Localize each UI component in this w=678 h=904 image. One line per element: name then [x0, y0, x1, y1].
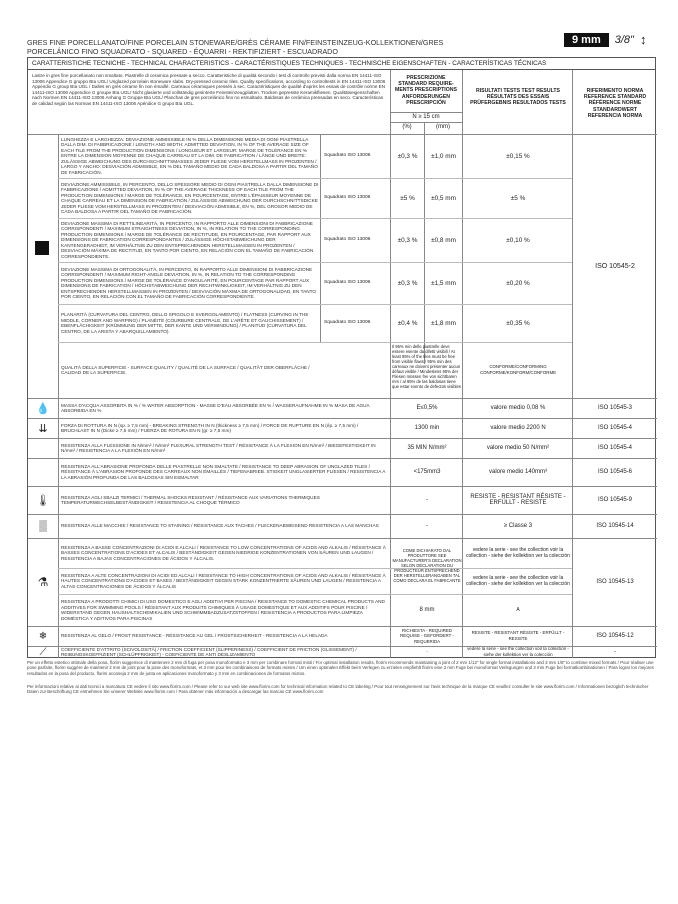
property-reference: ISO 10545-9 — [597, 497, 633, 503]
dimension-row-standard: Squadrato ISO 13006 — [324, 237, 371, 243]
chemical-result: vedere la serie - see the collection voir la collection - siehe der kollektion ver la colección — [466, 575, 570, 587]
frost-result: RESISTE - RESISTANT RÉSISTE - ERFÜLLT - RESISTE — [471, 630, 565, 641]
row-divider — [28, 646, 657, 647]
property-desc: MASSA D'ACQUA ASSORBITA IN % / % WATER ABSORPTION - MASSE D'EAU ABSORBÉE EN % / WASSERAUFNAHME IN % MASA DE AGUA ABSORBIDA EN % — [61, 402, 370, 413]
property-result: valore medio 140mm³ — [488, 469, 548, 475]
property-reference: ISO 10545-4 — [597, 445, 633, 451]
dimension-row-result: ±5 % — [510, 194, 526, 202]
dimension-row-result: ±0,35 % — [506, 319, 530, 327]
dimension-row-standard: Squadrato ISO 13006 — [324, 195, 371, 201]
section-title: CARATTERISTICHE TECNICHE - TECHNICAL CHARACTERISTICS - CARACTÉRISTIQUES TECHNIQUES - TECHNISCHE EIGENSCHAFTEN - CARACTERÍSTICAS TÉCNICAS — [28, 58, 655, 70]
square-tile-icon — [32, 238, 52, 258]
surface-quality-result: CONFORME/CONFORMING CONFORME/KONFORM/CONFORME — [479, 364, 557, 375]
dimensional-reference: ISO 10545-2 — [595, 262, 635, 270]
property-reference: ISO 10545-4 — [597, 425, 633, 431]
col-reference: RIFERIMENTO NORMA REFERENCE STANDARD RÉFÉRENCE NORME STANDARDWERT REFERENCIA NORMA — [583, 88, 647, 119]
chemical-reference: ISO 10545-13 — [596, 579, 634, 585]
friction-reference: - — [614, 649, 616, 655]
property-prescription: E≤0,5% — [416, 405, 438, 411]
frost-desc: RESISTENZA AL GELO / FROST RESISTANCE - RÉSISTANCE AU GEL / FROSTSICHERHEIT - RESISTENCIA A LA HELADA — [61, 633, 328, 639]
intro-text: Lastre in gres fine porcellanato non smaltato. Piastrelle di ceramica pressate a secco. Caratteristiche di qualità secondo i test di controllo previsti dalla norma EN 14411-ISO 13006 Appendice G gruppo BIa UGL/ Unglazed porcelain stoneware slabs. Dry-pressed ceramic tiles. Quality specifications, according to controltests in EN 14411-ISO 13006 Appendix G group BIa UGL / Dalles en grès cérame fin non émaillé. Carreaux céramiques pressés à sec. Caractéristiques de qualité d'après les essais de contrôle norme EN 14411-ISO 13006 Appendice G groupe BIa UGL/ Nicht glasierte und vollständig gesinterte Feinsteinzeugplatten. Trocken gepresste Keramikfliesen. Qualitätseigenschaften nach Normen EN 14411-ISO 13006 Anhang G Gruppe BIa UGL/ Planchas de gres porcelánico fino no esmaltado. Baldosas de cerámica prensadas en seco. Características de calidad según las Normas EN 14411-ISO 13006 Apéndice G grupo BIa UGL. — [32, 73, 386, 106]
property-prescription: <175mm3 — [413, 469, 441, 475]
col-prescription: PRESCRIZIONE STANDARD REQUIRE-MENTS PRESCRIPTIONS ANFORDERUNGEN PRESCRIPCIÓN — [395, 75, 457, 106]
thermometer-icon: 🌡 — [36, 494, 50, 507]
column-divider — [320, 218, 321, 262]
property-result: valore medio 2200 N — [490, 425, 546, 431]
property-desc: RESISTENZA AGLI SBALZI TERMICI / THERMAL SHOCKS RESISTANT / RÉSISTANCE AUX VARIATIONS THERMIQUES TEMPERATURWECHSELBESTÄNDIGKEIT / RESISTENCIA AL CHOQUE TÉRMICO — [61, 494, 320, 505]
dimension-row-pct: ±0,4 % — [397, 319, 418, 327]
thickness-badge — [564, 31, 654, 48]
column-divider — [320, 304, 321, 342]
thickness-inches: 3/8" — [614, 33, 634, 46]
dimension-row-desc: DEVIAZIONE MASSIMA DI ORTOGONALITÀ, IN PERCENTO, IN RAPPORTO ALLE DIMENSIONI DI FABBRICAZIONE CORRISPONDENTI / MAXIMUM RIGHT-ANGLE DEVIATION, IN %, IN RELATION TO THE CORRESPONDING PRODUCTION DIMENSIONS / MARGE DE TOLÉRANCE D'ANGULARITÉ, EN POURCENTAGE PAR RAPPORT AUX DIMENSIONS DE FABRICATION / HÖCHSTABWEICHUNG DER RECHTWINKLIGKEIT, IM VERHÄLTNIS ZU DEN ENTSPRECHENDEN HERSTELLMASSEN IN PROZENTEN / DESVIACIÓN MÁXIMA DE ORTOGONALIDAD, EN TANTO POR CIENTO, EN RELACIÓN CON EL TAMAÑO DE FABRICACIÓN CORRESPONDIENTE. — [61, 266, 317, 299]
property-desc: RESISTENZA ALLE MACCHIE / RESISTANCE TO STAINING / RÉSISTANCE AUX TACHES / FLECKENABWEISEND RESISTENCIA A LAS MANCHAS — [61, 523, 379, 529]
row-divider — [58, 218, 572, 219]
dimension-row-pct: ±0,3 % — [397, 236, 418, 244]
dimension-row-pct: ±5 % — [400, 194, 415, 202]
row-divider — [58, 262, 572, 263]
surface-quality-requirement: Il 95% min delle piastrelle deve essere esente da difetti visibili / At least 95% of the tiles must be free from visible flaws / 95% min des carreaux ne doivent présenter aucun défaut visible / Mindestens 95% der Fliesen müssen frei von sichtbaren mm / al 95% de las baldosas tiene que estar exento de defectos visibles — [392, 344, 461, 389]
dimension-row-standard: Squadrato ISO 13006 — [324, 320, 371, 326]
chemical-drip-icon: ⚗ — [37, 575, 49, 589]
property-desc: FORZA DI ROTTURA IN N (sp. ≥ 7,5 mm) - BREAKING STRENGTH IN N (thickness ≥ 7,5 mm) / FORCE DE RUPTURE EN N (ép. ≥ 7,5 mm) / BRUCHLAST IN N (Dicke ≥ 7,5 mm) / FUERZA DE ROTURA EN N (gr. ≥ 7,5 mm) — [61, 422, 359, 433]
friction-desc: COEFFICIENTE D'ATTRITO (SCIVOLOSITÀ) / FRICTION COEFFICIENT (SLIPPERINESS) / COEFFICIENT DE FRICTION (GLISSEMENT) / REIBUNGSKOEFFIZIENT (SCHLÜPFRIGKEIT) - COEFICIENTE DE ANTI DESLIZAMIENTO — [61, 646, 357, 657]
row-divider — [58, 304, 572, 305]
dimension-row-result: ±0,10 % — [506, 236, 530, 244]
dimension-row-desc: PLANARITÀ (CURVATURA DEL CENTRO, DELLO SPIGOLO E SVERGOLAMENTO) / FLATNESS (CURVING IN THE MIDDLE, CORNER AND WARPING) / PLANÉITÉ (COURBURE CENTRALE, DE L'ARÊTE ET GAUCHISSEMENT) / EBENFLÄCHIGKEIT (KRÜMMUNG DER MITTE, DER KANTE UND VERWINDUNG) / PLANITUD (CURVATURA DEL CENTRO, DE LA ARISTA Y ABARQUILLAMIENTO). — [61, 312, 309, 334]
footer-note-joints: Per un effetto estetico ottimale della posa, florim suggerisce di mantenere 2 mm di fuga per posa monoformato e 3 mm per combinare formati misti / For optimal installation results, florim recommends maintaining a joint of 2 mm 1/12" for single format installations and 3 mm 1/8" to combine mixed formats / Pour réaliser une pose parfaite, florim suggère de maintenir 2 mm de joint pour la pose des monoformats, et 3 mm pour les combinaisons de formats mixtes / Um einen optimalen Effekt beim Verlegen zu erzielen empfiehlt florim eine 2 mm Fuge bei monoformat Verlegungen und 3 mm Fuge bei formatkombinationen / Para lograr los mejores resultados en la posa del producto, florim aconseja 2 mm de junta en aplicaciones monoformato y 3 mm en combinaciones de formatos mixtos. — [27, 660, 654, 676]
slip-icon: ⟋ — [39, 646, 47, 658]
dimension-row-result: ±0,20 % — [506, 279, 530, 287]
property-prescription: 35 MIN N/mm² — [407, 445, 447, 451]
column-divider — [320, 262, 321, 304]
property-reference: ISO 10545-14 — [596, 523, 634, 529]
thickness-mm: 9 mm — [564, 33, 609, 47]
dimension-row-desc: LUNGHEZZA E LARGHEZZA: DEVIAZIONE AMMISSIBILE IN % DELLA DIMENSIONE MEDIA DI OGNI PIASTRELLA DALLA DIM. DI FABBRICAZIONE / LENGTH AND WIDTH: ADMITTED DEVIATION, IN % OF THE AVERAGE SIZE OF EACH TILE FROM THE PRODUCTION DIMENSIONS / LONGUEUR ET LARGEUR: MARGE DE TOLÉRANCE EN % ENTRE LA DIMENSION MOYENNE DE CHAQUE CARREAU ET LA DIM. DE FABRICATION / LÄNGE UND BREITE: ZULÄSSIGE ABWEICHUNG DES DURCHSCHNITTSMASSES JEDER FLIESE VOM HERSTELLMASS IN PROZENTEN / LARGO Y ANCHO: DESVIACIÓN ADMISIBLE, EN % DEL TAMAÑO MEDIO DE CADA BALDOSA A PARTIR DEL TAMAÑO DE FABRICACIÓN. — [61, 136, 318, 175]
chemical-desc: RESISTENZA A ALTE CONCENTRAZIONI DI ACIDI ED ALCALI / RESISTANCE TO HIGH CONCENTRATIONS OF ACIDS AND ALKALIS / RÉSISTANCE À HAUTES CONCENTRATIONS D'ACIDES ET BASES / BESTÄNDIGKEIT GEGEN STARK KONZENTRIERTE SÄUREN UND LAUGEN / RESISTENCIA A ALTAS CONCENTRACIONES DE ÁCIDOS Y ÁLCALIS — [61, 572, 386, 589]
property-prescription: - — [426, 497, 428, 503]
dimension-row-mm: ±0,5 mm — [431, 194, 456, 202]
chemical-prescription-household: 8 mm — [419, 607, 435, 613]
dimension-row-pct: ±0,3 % — [397, 279, 418, 287]
water-drops-icon: 💧 — [36, 402, 50, 415]
footer-note-ce: Per informazioni relative ai dati tecnici a marcatura CE vedere il sito www.florim.com / Please refer to our web site www.florim.com for technical information related to CE labeling / Pour tout renseignement sur l'avis technique de la marque CE veuillez consulter le site www.florim.com / Informationen bezüglich technischer Daten zur Beschriftung CE entnehmen Sie unserer Website www.florim.com / Para obtener más información a descargar las marcas CE www.florim.com — [27, 684, 649, 695]
dimension-row-standard: Squadrato ISO 13006 — [324, 280, 371, 286]
document-title: GRES FINE PORCELLANATO/FINE PORCELAIN STONEWARE/GRÈS CÉRAME FIN/FEINSTEINZEUG-KOLLEKTIONEN/GRES PORCELÁNICO FINO SQUADRATO - SQUARED - ÉQUARRI - REKTIFIZIERT - ESCUADRADO — [27, 38, 444, 56]
column-divider — [320, 178, 321, 218]
dimension-row-desc: DEVIAZIONE MASSIMA DI RETTILINEARITÀ, IN PERCENTO, IN RAPPORTO ALLE DIMENSIONI DI FABBRICAZIONE CORRISPONDENTI / MAXIMUM STRAIGHTNESS DEVIATION, IN %, IN RELATION TO THE CORRESPONDING PRODUCTION DIMENSIONS / MARGE DE TOLÉRANCE DE RECTITUDE, EN POURCENTAGE, PAR RAPPORT AUX DIMENSIONS DE FABRICATION CORRESPONDANTES / ZULÄSSIGE HÖCHSTABWEICHUNG DER KANTENGERADHEIT, IM VERHÄLTNIS ZU DEN ENTSPRECHENDEN HERSTELLMASSEN IN PROZENTEN / DESVIACIÓN MÁXIMA DE RECTITUD, EN TANTO POR CIENTO, EN RELACIÓN CON EL TAMAÑO DE FABRICACIÓN CORRESPONDIENTE. — [61, 220, 314, 259]
col-pct: (%) — [402, 124, 412, 130]
row-divider — [58, 594, 572, 595]
dimension-row-desc: QUALITÀ DELLA SUPERFICIE - SURFACE QUALITY / QUALITÉ DE LA SURFACE / QUALITÄT DER OBERFLÄCHE / CALIDAD DE LA SUPERFICIE. — [61, 364, 310, 375]
dimension-row-pct: ±0,3 % — [397, 152, 418, 160]
load-arrows-icon: ⇊ — [38, 422, 48, 435]
property-reference: ISO 10545-6 — [597, 469, 633, 475]
frost-reference: ISO 10545-12 — [596, 633, 634, 639]
col-mm: (mm) — [436, 124, 450, 130]
property-prescription: - — [426, 523, 428, 529]
stain-icon: ▒ — [39, 520, 47, 532]
row-divider — [58, 178, 572, 179]
snowflake-icon: ❄ — [38, 630, 48, 642]
dimension-row-desc: DEVIAZIONE AMMISSIBILE, IN PERCENTO, DELLO SPESSORE MEDIO DI OGNI PIASTRELLA DALLA DIMENSIONE DI FABBRICAZIONE / ADMITTED DEVIATION, IN % OF THE AVERAGE THICKNESS OF EACH TILE FROM THE PRODUCTION DIMENSIONS / MARGE DE TOLÉRANCE, EN POURCENTAGE, ENTRE L'ÉPAISSEUR MOYENNE DE CHAQUE CARREAU ET LA DIMENSION DE FABRICATION / ZULÄSSIGE ABWEICHUNG DER DURCHSCHNITTSDICKE JEDER FLIESE VOM HERSTELLMASS IN PROZENTEN / DESVIACIÓN ADMISIBLE, EN %, DEL GROSOR MEDIO DE CADA BALDOSA A PARTIR DEL TAMAÑO DE FABRICACIÓN. — [61, 181, 319, 214]
friction-result: vedere la serie - see the collection voir la collection - siehe der kollektion ver la colección — [467, 646, 569, 657]
column-divider — [320, 134, 321, 178]
property-result: RESISTE - RESISTANT RÉSISTE - ERFÜLLT - RESISTE — [470, 494, 566, 506]
vertical-arrow-icon: ↕ — [639, 32, 647, 47]
row-divider — [58, 568, 572, 569]
chemical-desc: RESISTENZA A PRODOTTI CHIMICI DI USO DOMESTICO E AGLI ADDITIVI PER PISCINA / RESISTANCE TO DOMESTIC CHEMICAL PRODUCTS AND ADDITIVES FOR SWIMMING POOLS / RÉSISTANT AUX PRODUITS CHIMIQUES À USAGE DOMESTIQUE ET AUX ADDITIFS POUR PISCINE / WIDERSTAND GEGEN HAUSHALTSCHEMIKALIEN UND SCHWIMMBADZUSATZSTOFFEN / RESISTENCIA A PRODUCTOS PARA LIMPIEZA DOMÉSTICA Y ADITIVOS PARA PISCINAS — [61, 599, 385, 621]
dimension-row-mm: ±1,8 mm — [431, 319, 456, 327]
property-result: valore medio 50 N/mm² — [486, 445, 550, 451]
property-result: ≥ Classe 3 — [503, 523, 533, 529]
property-desc: RESISTENZA ALLA FLESSIONE IN N/mm² / N/mm² FLEXURAL STRENGTH TEST / RÉSISTANCE À LA FLEXION EN N/mm² / BIEGEFESTIGKEIT IN N/mm² / RESISTENCIA A LA FLEXIÓN EN N/mm² — [61, 442, 376, 453]
row-divider — [58, 342, 572, 343]
chemical-result: A — [516, 607, 520, 613]
chemical-result: vedere la serie - see the collection voir la collection - siehe der kollektion ver la colección — [466, 547, 570, 559]
friction-prescription: - — [426, 649, 428, 655]
col-results: RISULTATI TESTS TEST RESULTS RÉSULTATS DES ESSAIS PRÜFERGEBNIS RESULTADOS TESTS — [470, 88, 566, 107]
dimension-row-mm: ±0,8 mm — [431, 236, 456, 244]
property-reference: ISO 10545-3 — [597, 405, 633, 411]
property-desc: RESISTENZA ALL'ABRASIONE PROFONDA DELLE PIASTRELLE NON SMALTATE / RESISTANCE TO DEEP ABRASION OF UNGLAZED TILES / RÉSISTANCE À L'ABRASION PROFONDE DES CARREAUX NON ÉMAILLÉS / TIEFENABRIEB. STIGKEIT UNGLASIERTER FLIESEN / RESISTENCIA A LA ABRASIÓN PROFUNDA DE LAS BALDOSAS SIN ESMALTAR — [61, 463, 386, 480]
dimension-row-result: ±0,15 % — [506, 152, 530, 160]
property-result: valore medio 0,08 % — [490, 405, 546, 411]
frost-prescription: RICHIESTA - REQUIRED REQUISE - GEFORDERT - REQUERIDA — [400, 627, 454, 644]
col-n: N ≥ 15 cm — [412, 114, 440, 120]
dimension-row-mm: ±1,0 mm — [431, 152, 456, 160]
chemical-desc: RESISTENZA A BASSE CONCENTRAZIONI DI ACIDI E ALCALI / RESISTANCE TO LOW CONCENTRATIONS OF ACIDS AND ALKALIS / RÉSISTANCE À BASSES CONCENTRATIONS D'ACIDES ET ALCALIS / BESTÄNDIGKEIT GEGEN NIEDRIGE KONZENTRATIONEN VON SÄUREN UND LAUGEN / RESISTENCIA A BAJAS CONCENTRACIONES DE ÁCIDOS Y ÁLCALIS. — [61, 544, 386, 561]
chemical-prescription-note: COME DICHIARATO DAL PRODUTTORE SEE MANUFACTURER'S DECLARATION SELON DÉCLARATION DU PRODUCTEUR ENTSPRECHEND DER HERSTELLERANGABEN TAL COMO DECLARA EL FABRICANTE — [392, 547, 462, 583]
technical-table — [27, 57, 656, 658]
dimension-row-standard: Squadrato ISO 13006 — [324, 153, 371, 159]
dimension-row-mm: ±1,5 mm — [431, 279, 456, 287]
property-prescription: 1300 min — [414, 425, 440, 431]
